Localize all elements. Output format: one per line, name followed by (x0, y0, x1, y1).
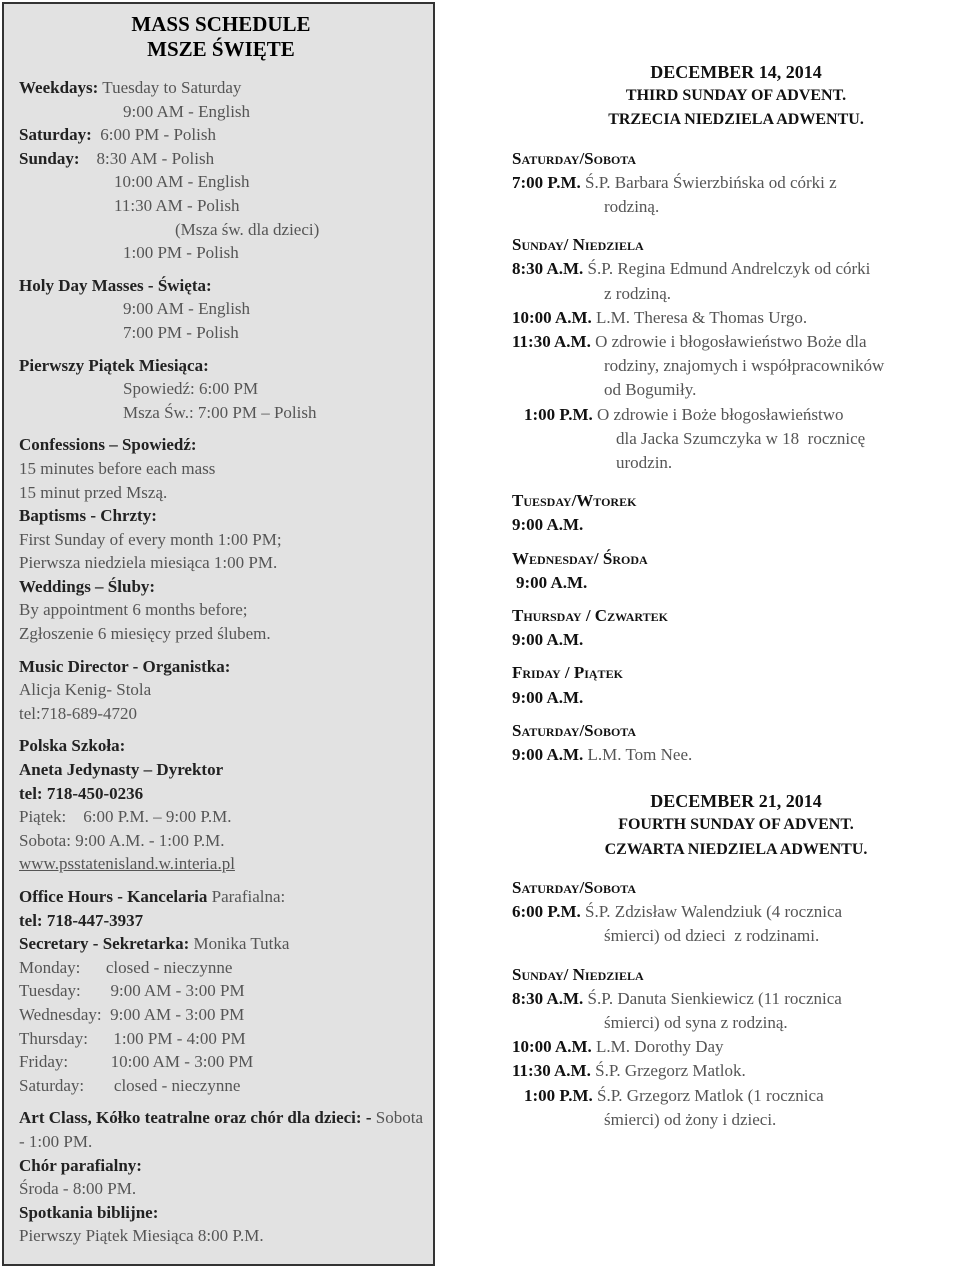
weekdays-time: 9:00 AM - English (123, 101, 251, 121)
sunday-time-2: 10:00 AM - English (114, 172, 250, 192)
sunday-label: Sunday: (19, 148, 80, 168)
mass-time: 9:00 A.M. (512, 745, 584, 765)
secretary-name: Monika Tutka (189, 934, 290, 954)
dec21-saturday-heading: Saturday/Sobota (512, 877, 637, 897)
art-class-time: Sobota - 1:00 PM. (19, 1108, 423, 1151)
mass-time: 11:30 A.M. (512, 1061, 591, 1081)
art-class-line (19, 1106, 423, 1153)
dec14-friday-heading: Friday / Piątek (512, 663, 623, 683)
bible-time: Pierwszy Piątek Miesiąca 8:00 P.M. (19, 1226, 264, 1246)
sunday-note: (Msza św. dla dzieci) (175, 219, 320, 239)
dec14-saturday-mass (512, 171, 960, 195)
confessions-heading: Confessions – Spowiedź: (19, 435, 197, 455)
mass-intention: O zdrowie i błogosławieństwo Boże dla (590, 332, 867, 352)
dec21-sunday-name: FOURTH SUNDAY OF ADVENT. (618, 816, 854, 834)
school-website-link[interactable]: www.psstatenisland.w.interia.pl (19, 854, 235, 874)
first-friday-line-2: Msza Św.: 7:00 PM – Polish (123, 402, 317, 422)
mass-intentions (512, 60, 960, 1132)
office-hours-row: Tuesday: 9:00 AM - 3:00 PM (19, 981, 245, 1001)
school-heading: Polska Szkoła: (19, 736, 126, 756)
first-friday-heading: Pierwszy Piątek Miesiąca: (19, 355, 209, 375)
mass-time: 10:00 A.M. (512, 1037, 592, 1057)
mass-intention: Ś.P. Danuta Sienkiewicz (11 rocznica (583, 988, 842, 1008)
mass-time: 8:30 A.M. (512, 259, 584, 279)
mass-intention: L.M. Dorothy Day (591, 1037, 724, 1057)
weekdays-value: Tuesday to Saturday (98, 78, 242, 97)
choir-time: Środa - 8:00 PM. (19, 1179, 137, 1199)
weddings-line-2: Zgłoszenie 6 miesięcy przed ślubem. (19, 624, 271, 644)
sunday-time-4: 1:00 PM - Polish (123, 243, 239, 263)
office-heading-rest: Parafialna: (211, 887, 286, 906)
dec21-sunday-name-pl: CZWARTA NIEDZIELA ADWENTU. (604, 840, 868, 858)
mass-time: 6:00 P.M. (512, 902, 581, 922)
mass-intention-cont: śmierci) od syna z rodziną. (604, 1012, 788, 1032)
dec21-sunday-mass-4 (512, 1084, 960, 1108)
sunday-time-3: 11:30 AM - Polish (114, 195, 240, 215)
dec14-sunday-mass-3 (512, 330, 960, 354)
secretary-line (19, 932, 423, 956)
dec21-sunday-mass-2 (512, 1035, 960, 1059)
mass-intention-cont: dla Jacka Szumczyka w 18 rocznicę (616, 428, 866, 448)
mass-intention-cont: urodzin. (616, 453, 673, 473)
weekdays-label: Weekdays: (19, 78, 99, 97)
school-director: Aneta Jedynasty – Dyrektor (19, 760, 224, 780)
mass-intention-cont: śmierci) od żony i dzieci. (604, 1109, 777, 1129)
schedule-title: MASS SCHEDULE (131, 12, 311, 36)
mass-intention: L.M. Tom Nee. (583, 745, 693, 765)
dec14-wednesday-time: 9:00 A.M. (516, 572, 588, 592)
weddings-heading: Weddings – Śluby: (19, 576, 156, 596)
sunday-line (19, 147, 423, 171)
mass-intention: Ś.P. Grzegorz Matlok (1 rocznica (592, 1085, 824, 1105)
schedule-title-pl: MSZE ŚWIĘTE (147, 37, 295, 61)
dec14-saturday-heading: Saturday/Sobota (512, 148, 637, 168)
school-saturday-hours: Sobota: 9:00 A.M. - 1:00 P.M. (19, 830, 225, 850)
dec21-saturday-mass (512, 900, 960, 924)
confessions-line-2: 15 minut przed Mszą. (19, 482, 168, 502)
mass-intention-cont: rodziny, znajomych i współpracowników (604, 356, 885, 376)
mass-intention: L.M. Theresa & Thomas Urgo. (591, 307, 808, 327)
first-friday-line-1: Spowiedź: 6:00 PM (123, 379, 259, 399)
mass-time: 8:30 A.M. (512, 988, 584, 1008)
dec14-sunday-name: THIRD SUNDAY OF ADVENT. (625, 87, 847, 105)
office-heading-bold: Office Hours - Kancelaria (19, 887, 212, 906)
office-phone: tel: 718-447-3937 (19, 910, 144, 930)
mass-time: 1:00 P.M. (524, 1085, 593, 1105)
dec14-tuesday-heading: Tuesday/Wtorek (512, 491, 637, 511)
dec14-sunday-mass-1 (512, 257, 960, 281)
dec21-sunday-mass-3 (512, 1059, 960, 1083)
mass-intention-cont: od Bogumiły. (604, 380, 697, 400)
music-director-name: Alicja Kenig- Stola (19, 680, 152, 700)
office-hours-row: Friday: 10:00 AM - 3:00 PM (19, 1052, 254, 1072)
dec21-date: DECEMBER 21, 2014 (650, 791, 822, 812)
mass-intention-cont: śmierci) od dzieci z rodzinami. (604, 926, 820, 946)
dec14-wednesday-heading: Wednesday/ Środa (512, 548, 648, 568)
dec14-thursday-heading: Thursday / Czwartek (512, 606, 669, 626)
schedule-panel (2, 2, 435, 1266)
mass-time: 10:00 A.M. (512, 307, 592, 327)
mass-intention: Ś.P. Zdzisław Walendziuk (4 rocznica (580, 902, 843, 922)
baptisms-line-2: Pierwsza niedziela miesiąca 1:00 PM. (19, 553, 278, 573)
mass-time: 11:30 A.M. (512, 332, 591, 352)
choir-heading: Chór parafialny: (19, 1155, 142, 1175)
dec21-sunday-mass-1 (512, 987, 960, 1011)
dec14-date: DECEMBER 14, 2014 (650, 62, 822, 82)
mass-intention-cont: rodziną. (604, 197, 660, 217)
office-hours-row: Saturday: closed - nieczynne (19, 1075, 241, 1095)
saturday-line (19, 123, 423, 147)
holy-day-time-2: 7:00 PM - Polish (123, 322, 239, 342)
dec14-saturday2-mass (512, 743, 960, 767)
dec14-tuesday-time: 9:00 A.M. (512, 515, 584, 535)
music-director-phone: tel:718-689-4720 (19, 703, 138, 723)
office-hours-row: Thursday: 1:00 PM - 4:00 PM (19, 1028, 246, 1048)
school-phone: tel: 718-450-0236 (19, 783, 144, 803)
saturday-label: Saturday: (19, 125, 92, 145)
sunday-value: 8:30 AM - Polish (79, 148, 215, 168)
dec14-sunday-name-pl: TRZECIA NIEDZIELA ADWENTU. (608, 111, 864, 129)
mass-intention: Ś.P. Regina Edmund Andrelczyk od córki (583, 259, 871, 279)
office-hours-row: Wednesday: 9:00 AM - 3:00 PM (19, 1004, 245, 1024)
school-friday-hours: Piątek: 6:00 P.M. – 9:00 P.M. (19, 807, 232, 827)
dec21-sunday-heading: Sunday/ Niedziela (512, 964, 644, 984)
dec14-sunday-heading: Sunday/ Niedziela (512, 235, 644, 255)
art-class-label: Art Class, Kółko teatralne oraz chór dla dzieci: - (19, 1108, 372, 1128)
mass-time: 1:00 P.M. (524, 404, 593, 424)
holy-day-time-1: 9:00 AM - English (123, 299, 251, 319)
office-hours-row: Monday: closed - nieczynne (19, 957, 233, 977)
baptisms-heading: Baptisms - Chrzty: (19, 506, 157, 526)
bible-heading: Spotkania biblijne: (19, 1202, 159, 1222)
mass-intention: Ś.P. Grzegorz Matlok. (590, 1061, 746, 1081)
confessions-line-1: 15 minutes before each mass (19, 458, 216, 478)
office-heading (19, 885, 423, 909)
weekdays-line (19, 76, 423, 100)
dec14-saturday2-heading: Saturday/Sobota (512, 720, 637, 740)
mass-intention: O zdrowie i Boże błogosławieństwo (592, 404, 844, 424)
dec14-sunday-mass-4 (512, 403, 960, 427)
dec14-friday-time: 9:00 A.M. (512, 687, 584, 707)
mass-intention: Ś.P. Barbara Świerzbińska od córki z (580, 172, 837, 192)
weddings-line-1: By appointment 6 months before; (19, 600, 248, 620)
baptisms-line-1: First Sunday of every month 1:00 PM; (19, 529, 282, 549)
mass-time: 7:00 P.M. (512, 172, 581, 192)
secretary-label: Secretary - Sekretarka: (19, 934, 190, 954)
holy-day-heading: Holy Day Masses - Święta: (19, 275, 212, 295)
music-director-heading: Music Director - Organistka: (19, 656, 231, 676)
mass-intention-cont: z rodziną. (604, 283, 672, 303)
dec14-sunday-mass-2 (512, 306, 960, 330)
dec14-thursday-time: 9:00 A.M. (512, 630, 584, 650)
saturday-value: 6:00 PM - Polish (91, 125, 216, 145)
